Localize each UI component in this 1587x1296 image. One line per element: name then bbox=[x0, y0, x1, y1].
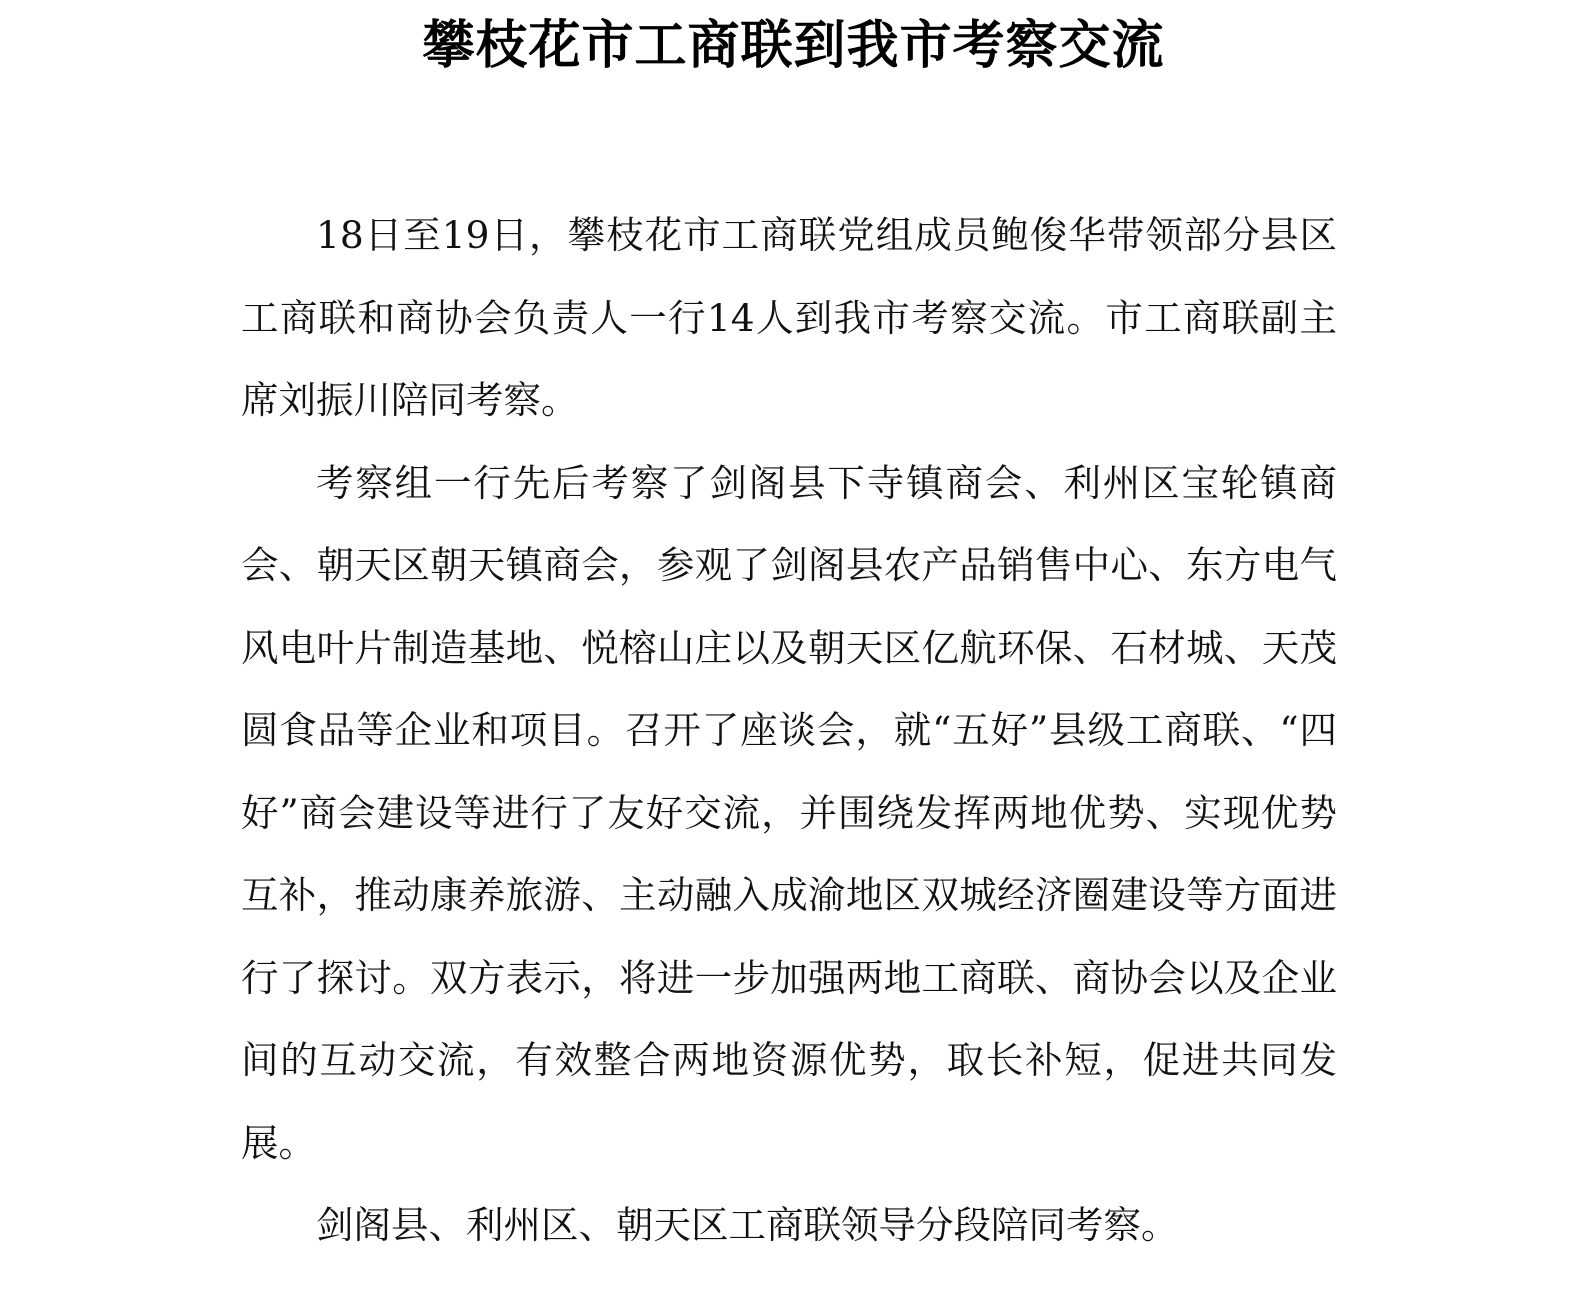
article-title: 攀枝花市工商联到我市考察交流 bbox=[422, 15, 1165, 76]
paragraph-accompanying-leaders: 剑阁县、利州区、朝天区工商联领导分段陪同考察。 bbox=[316, 1203, 1179, 1247]
article-body bbox=[241, 194, 1337, 1267]
paragraph-visit-intro: 18日至19日，攀枝花市工商联党组成员鲍俊华带领部分县区工商联和商协会负责人一行14人到我市考察交流。市工商联副主席刘振川陪同考察。 bbox=[241, 213, 1337, 422]
paragraph-inspection-details: 考察组一行先后考察了剑阁县下寺镇商会、利州区宝轮镇商会、朝天区朝天镇商会，参观了剑阁县农产品销售中心、东方电气风电叶片制造基地、悦榕山庄以及朝天区亿航环保、石材城、天茂圆食品等企业和项目。召开了座谈会，就“五好”县级工商联、“四好”商会建设等进行了友好交流，并围绕发挥两地优势、实现优势互补，推动康养旅游、主动融入成渝地区双城经济圈建设等方面进行了探讨。双方表示，将进一步加强两地工商联、商协会以及企业间的互动交流，有效整合两地资源优势，取长补短，促进共同发展。 bbox=[241, 460, 1337, 1165]
